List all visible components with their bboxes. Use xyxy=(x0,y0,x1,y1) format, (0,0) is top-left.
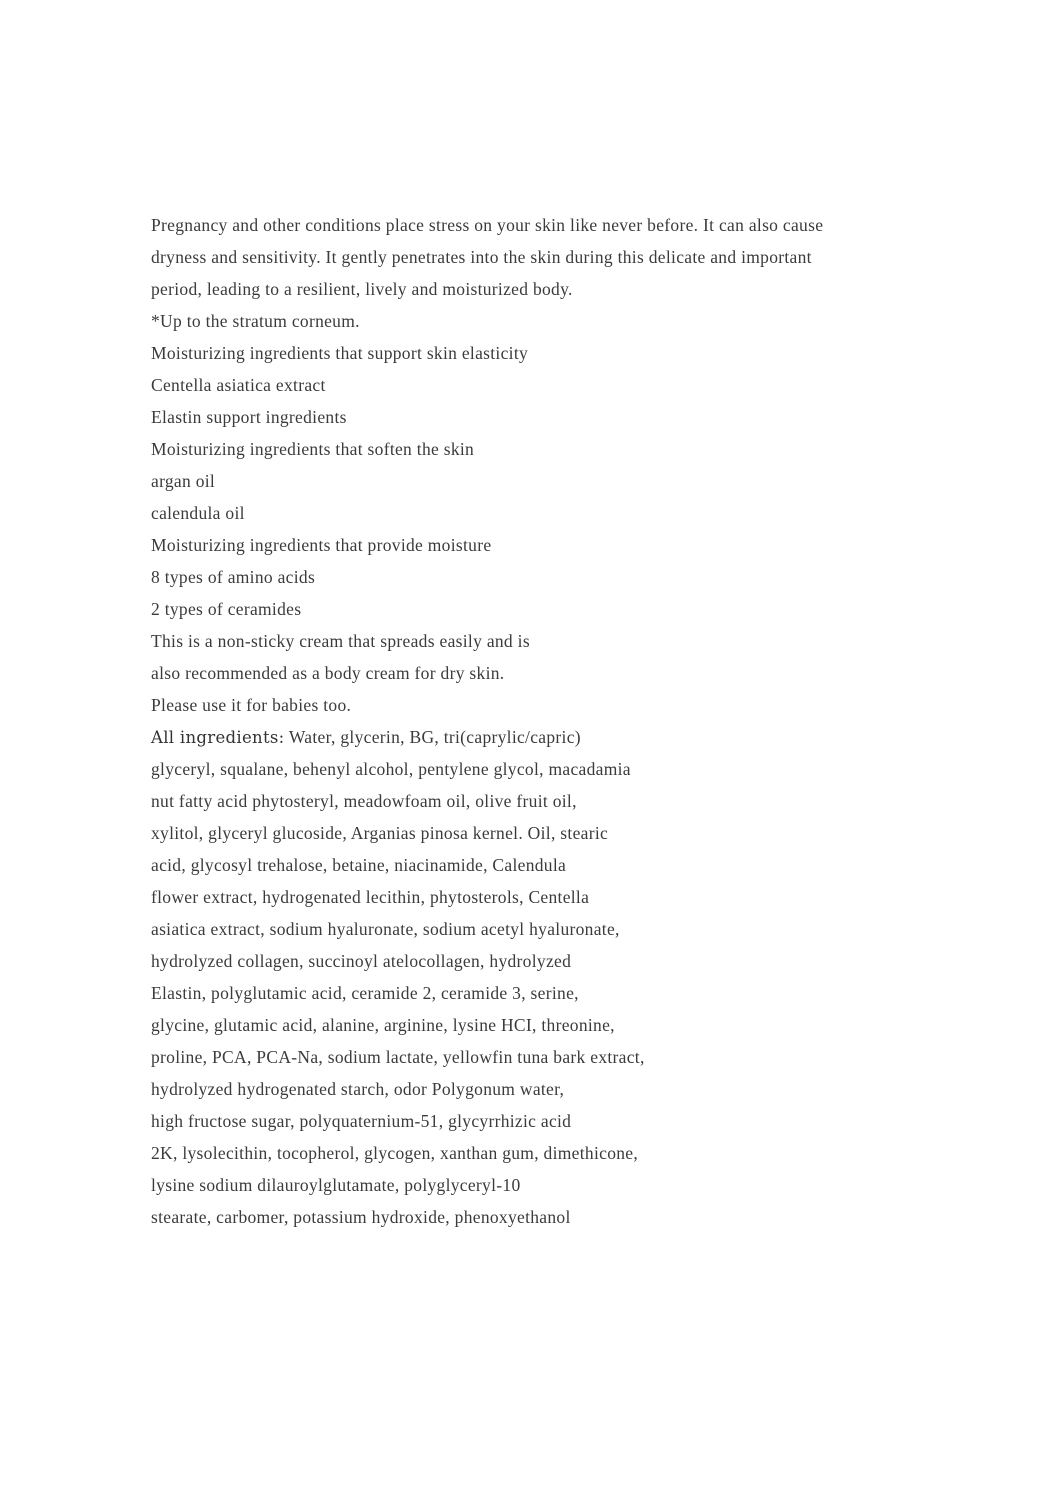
text-line xyxy=(151,241,1011,273)
text-line-content: hydrolyzed collagen, succinoyl atelocollagen, hydrolyzed xyxy=(151,951,572,971)
text-line-content: lysine sodium dilauroylglutamate, polyglyceryl-10 xyxy=(151,1175,521,1195)
text-line xyxy=(151,1105,1011,1137)
text-line-content: flower extract, hydrogenated lecithin, phytosterols, Centella xyxy=(151,887,590,907)
text-line xyxy=(151,881,1011,913)
text-line-content: *Up to the stratum corneum. xyxy=(151,311,360,331)
text-line-content: proline, PCA, PCA-Na, sodium lactate, yellowfin tuna bark extract, xyxy=(151,1047,645,1067)
text-line xyxy=(151,1009,1011,1041)
text-line xyxy=(151,593,1011,625)
text-line xyxy=(151,625,1011,657)
text-line xyxy=(151,1201,1011,1233)
text-line-content: dryness and sensitivity. It gently penetrates into the skin during this delicate and important xyxy=(151,247,812,267)
text-line-content: xylitol, glyceryl glucoside, Arganias pinosa kernel. Oil, stearic xyxy=(151,823,609,843)
text-line-content: Moisturizing ingredients that provide moisture xyxy=(151,535,492,555)
text-line-content: 8 types of amino acids xyxy=(151,567,316,587)
text-line xyxy=(151,1169,1011,1201)
text-line-content: nut fatty acid phytosteryl, meadowfoam oil, olive fruit oil, xyxy=(151,791,577,811)
text-line-content: 2K, lysolecithin, tocopherol, glycogen, xanthan gum, dimethicone, xyxy=(151,1143,639,1163)
text-line xyxy=(151,273,1011,305)
text-line-content: Water, glycerin, BG, tri(caprylic/capric) xyxy=(284,727,581,747)
text-line-content: glycine, glutamic acid, alanine, arginine, lysine HCI, threonine, xyxy=(151,1015,615,1035)
text-line-content: high fructose sugar, polyquaternium-51, glycyrrhizic acid xyxy=(151,1111,572,1131)
text-line-content: Moisturizing ingredients that support skin elasticity xyxy=(151,343,529,363)
text-line xyxy=(151,913,1011,945)
text-line xyxy=(151,1041,1011,1073)
text-line xyxy=(151,721,1011,753)
text-line xyxy=(151,529,1011,561)
text-line-content: glyceryl, squalane, behenyl alcohol, pentylene glycol, macadamia xyxy=(151,759,631,779)
text-line xyxy=(151,849,1011,881)
text-line-content: hydrolyzed hydrogenated starch, odor Polygonum water, xyxy=(151,1079,565,1099)
text-line xyxy=(151,305,1011,337)
text-line xyxy=(151,369,1011,401)
text-line-content: Pregnancy and other conditions place stress on your skin like never before. It can also cause xyxy=(151,215,824,235)
text-line-content: Moisturizing ingredients that soften the skin xyxy=(151,439,475,459)
text-line-content: This is a non-sticky cream that spreads easily and is xyxy=(151,631,530,651)
text-line xyxy=(151,1073,1011,1105)
text-line-content: Centella asiatica extract xyxy=(151,375,326,395)
text-line xyxy=(151,817,1011,849)
text-line xyxy=(151,785,1011,817)
text-line xyxy=(151,753,1011,785)
text-line xyxy=(151,657,1011,689)
text-line-content: argan oil xyxy=(151,471,216,491)
text-line xyxy=(151,1137,1011,1169)
text-line xyxy=(151,561,1011,593)
text-line xyxy=(151,497,1011,529)
text-line xyxy=(151,337,1011,369)
text-line xyxy=(151,465,1011,497)
text-line xyxy=(151,433,1011,465)
text-line xyxy=(151,209,1011,241)
ingredients-label: All ingredients: xyxy=(151,728,285,747)
text-line xyxy=(151,945,1011,977)
text-line-content: asiatica extract, sodium hyaluronate, sodium acetyl hyaluronate, xyxy=(151,919,620,939)
document-text xyxy=(151,209,1011,1233)
text-line-content: acid, glycosyl trehalose, betaine, niacinamide, Calendula xyxy=(151,855,567,875)
text-line-content: calendula oil xyxy=(151,503,245,523)
text-line-content: Elastin support ingredients xyxy=(151,407,347,427)
text-line xyxy=(151,977,1011,1009)
text-line-content: 2 types of ceramides xyxy=(151,599,302,619)
text-line xyxy=(151,401,1011,433)
text-line xyxy=(151,689,1011,721)
text-line-content: stearate, carbomer, potassium hydroxide, phenoxyethanol xyxy=(151,1207,571,1227)
text-line-content: Please use it for babies too. xyxy=(151,695,352,715)
text-line-content: period, leading to a resilient, lively and moisturized body. xyxy=(151,279,573,299)
text-line-content: also recommended as a body cream for dry skin. xyxy=(151,663,505,683)
text-line-content: Elastin, polyglutamic acid, ceramide 2, ceramide 3, serine, xyxy=(151,983,579,1003)
